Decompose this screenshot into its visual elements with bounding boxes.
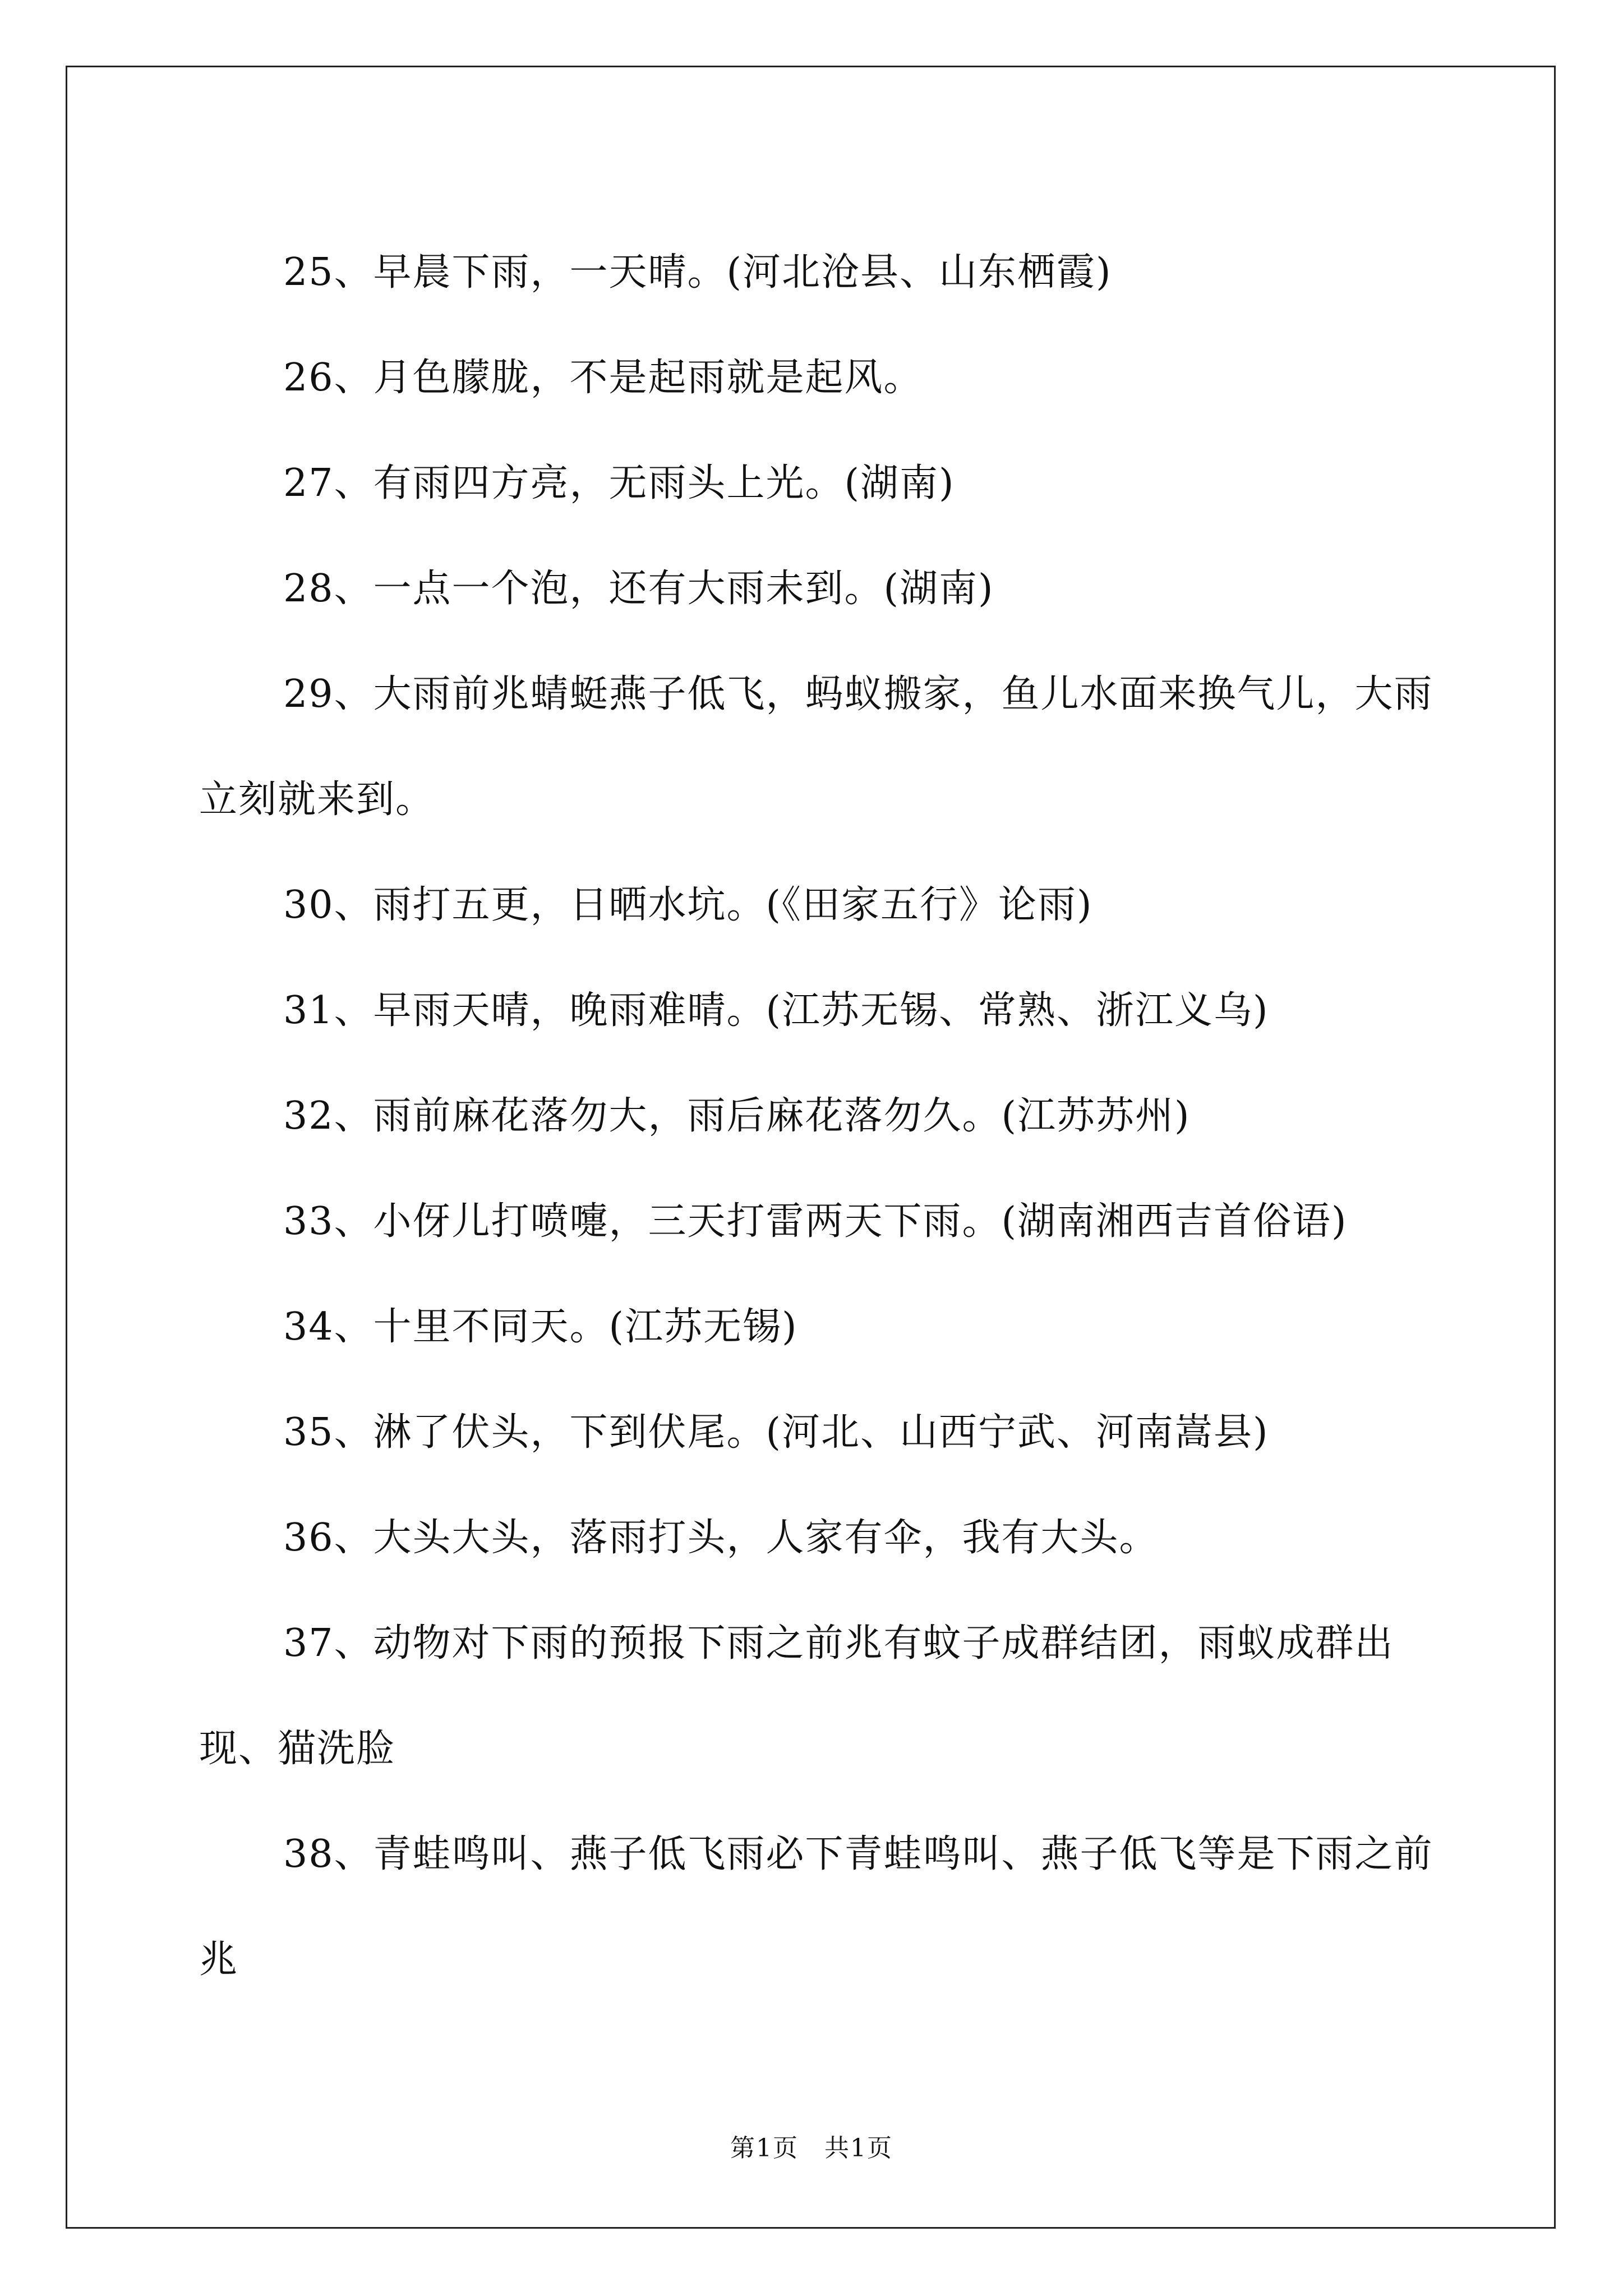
paragraph-32: 32、雨前麻花落勿大，雨后麻花落勿久。(江苏苏州) bbox=[283, 1094, 1191, 1138]
paragraph-33: 33、小伢儿打喷嚏，三天打雷两天下雨。(湖南湘西吉首俗语) bbox=[283, 1199, 1348, 1244]
paragraph-26: 26、月色朦胧，不是起雨就是起风。 bbox=[283, 356, 923, 400]
paragraph-29: 29、大雨前兆蜻蜓燕子低飞，蚂蚁搬家，鱼儿水面来换气儿，大雨立刻就来到。 bbox=[199, 672, 1433, 822]
page-footer: 第1页 共1页 bbox=[730, 2134, 893, 2162]
paragraph-30: 30、雨打五更，日晒水坑。(《田家五行》论雨) bbox=[283, 883, 1093, 927]
paragraph-31: 31、早雨天晴，晚雨难晴。(江苏无锡、常熟、浙江义乌) bbox=[283, 988, 1269, 1033]
paragraph-36: 36、大头大头，落雨打头，人家有伞，我有大头。 bbox=[283, 1516, 1159, 1560]
paragraph-27: 27、有雨四方亮，无雨头上光。(湖南) bbox=[283, 461, 955, 505]
document-body bbox=[199, 220, 1436, 2013]
paragraph-37: 37、动物对下雨的预报下雨之前兆有蚊子成群结团，雨蚁成群出现、猫洗脸 bbox=[199, 1621, 1394, 1771]
paragraph-38: 38、青蛙鸣叫、燕子低飞雨必下青蛙鸣叫、燕子低飞等是下雨之前兆 bbox=[199, 1832, 1433, 1982]
paragraph-25: 25、早晨下雨，一天晴。(河北沧县、山东栖霞) bbox=[283, 250, 1112, 295]
paragraph-35: 35、淋了伏头，下到伏尾。(河北、山西宁武、河南嵩县) bbox=[283, 1410, 1269, 1455]
paragraph-34: 34、十里不同天。(江苏无锡) bbox=[283, 1305, 798, 1349]
paragraph-28: 28、一点一个泡，还有大雨未到。(湖南) bbox=[283, 567, 994, 611]
